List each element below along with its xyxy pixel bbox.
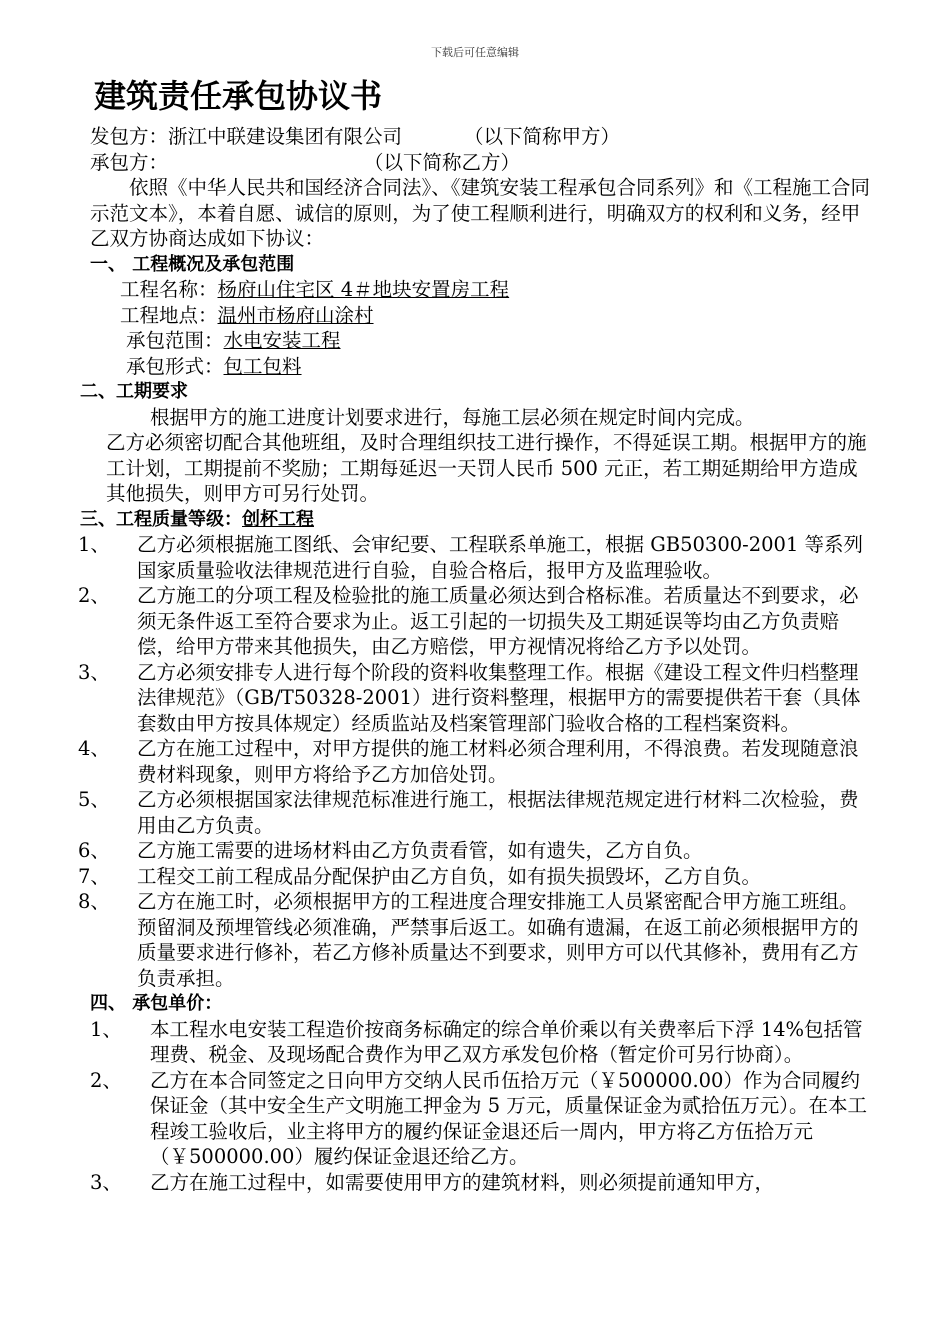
list-item [78, 838, 870, 864]
list-item [90, 1068, 870, 1170]
item-text: 乙方在施工过程中，如需要使用甲方的建筑材料，则必须提前通知甲方， [150, 1170, 775, 1194]
section-3-heading-label: 三、工程质量等级： [80, 508, 242, 530]
item-number: 3、 [90, 1170, 122, 1194]
section-2-heading: 二、工期要求 [80, 381, 188, 402]
party-b-line [90, 150, 870, 176]
intro-paragraph: 依照《中华人民共和国经济合同法》、《建筑安装工程承包合同系列》和《工程施工合同示范文本》，本着自愿、诚信的原则，为了使工程顺利进行，明确双方的权利和义务，经甲乙双方协商达成如下协议： [90, 176, 871, 250]
page-header-note: 下载后可任意编辑 [431, 46, 519, 59]
section-1-heading: 一、 工程概况及承包范围 [90, 253, 295, 275]
item-text: 乙方在施工时，必须根据甲方的工程进度合理安排施工人员紧密配合甲方施工班组。预留洞及预埋管线必须准确，严禁事后返工。如确有遗漏，在返工前必须根据甲方的质量要求进行修补，若乙方修补质量达不到要求，则甲方可以代其修补，费用有乙方负责承担。 [137, 890, 859, 990]
list-item [78, 583, 870, 660]
list-item [78, 864, 870, 890]
party-a-name: 浙江中联建设集团有限公司 [168, 125, 403, 148]
list-item [90, 1017, 870, 1068]
field-contract-form [126, 354, 870, 380]
list-item [78, 787, 870, 838]
item-text: 乙方施工的分项工程及检验批的施工质量必须达到合格标准。若质量达不到要求，必须无条件返工至符合要求为止。返工引起的一切损失及工期延误等均由乙方负责赔偿，给甲方带来其他损失，由乙方赔偿，甲方视情况将给乙方予以处罚。 [137, 584, 859, 658]
item-text: 乙方必须根据施工图纸、会审纪要、工程联系单施工，根据 GB50300-2001 等系列国家质量验收法律规范进行自验，自验合格后，报甲方及监理验收。 [137, 533, 864, 582]
document-page [78, 72, 871, 1195]
item-number: 1、 [90, 1017, 122, 1041]
party-b-label: 承包方： [90, 150, 169, 174]
item-text: 乙方必须根据国家法律规范标准进行施工，根据法律规范规定进行材料二次检验，费用由乙方负责。 [137, 788, 859, 837]
item-number: 2、 [90, 1068, 122, 1092]
item-text: 工程交工前工程成品分配保护由乙方自负，如有损失损毁坏，乙方自负。 [137, 864, 762, 888]
item-text: 乙方必须安排专人进行每个阶段的资料收集整理工作。根据《建设工程文件归档整理法律规范》（GB/T50328-2001）进行资料整理，根据甲方的需要提供若干套（具体套数由甲方按具体规定）经质监站及档案管理部门验收合格的工程档案资料。 [137, 660, 861, 735]
item-number: 7、 [78, 864, 110, 888]
field-label: 承包形式： [126, 354, 224, 378]
document-title: 建筑责任承包协议书 [94, 77, 383, 115]
field-contract-scope [126, 328, 870, 354]
item-number: 1、 [78, 533, 110, 556]
section-2-text-first: 根据甲方的施工进度计划要求进行，每施工层必须在规定时间内完成。 [150, 405, 755, 429]
item-number: 2、 [78, 584, 110, 607]
list-item [78, 736, 870, 787]
party-a-line [90, 124, 870, 150]
item-number: 8、 [78, 890, 110, 913]
party-b-note: （以下简称乙方） [364, 150, 521, 174]
list-item [78, 889, 870, 991]
quality-grade: 创杯工程 [242, 508, 314, 530]
party-a-note: （以下简称甲方） [464, 125, 621, 148]
list-item [78, 660, 870, 737]
item-number: 6、 [78, 839, 110, 862]
item-number: 5、 [78, 788, 110, 811]
item-number: 4、 [78, 737, 110, 760]
list-item [90, 1170, 870, 1196]
field-label: 工程名称： [120, 278, 218, 301]
item-text: 本工程水电安装工程造价按商务标确定的综合单价乘以有关费率后下浮 14%包括管理费、税金、及现场配合费作为甲乙双方承发包价格（暂定价可另行协商）。 [150, 1017, 863, 1066]
section-3-heading [80, 507, 870, 533]
section-2-text-rest: 乙方必须密切配合其他班组，及时合理组织技工进行操作，不得延误工期。根据甲方的施工计划，工期提前不奖励；工期每延迟一天罚人民币 500 元正，若工期延期给甲方造成其他损失，则甲方可另行处罚。 [106, 431, 867, 505]
section-3-list [78, 532, 870, 991]
list-item [78, 532, 870, 583]
item-number: 3、 [78, 660, 110, 684]
field-value: 杨府山住宅区 4＃地块安置房工程 [217, 278, 510, 301]
field-value: 水电安装工程 [223, 329, 341, 352]
item-text: 乙方施工需要的进场材料由乙方负责看管，如有遗失，乙方自负。 [137, 839, 703, 862]
item-text: 乙方在施工过程中，对甲方提供的施工材料必须合理利用，不得浪费。若发现随意浪费材料现象，则甲方将给予乙方加倍处罚。 [137, 737, 859, 786]
field-label: 承包范围： [126, 329, 224, 352]
party-a-label: 发包方： [90, 125, 169, 148]
field-label: 工程地点： [120, 303, 218, 327]
field-project-location [120, 303, 870, 329]
section-4-list [90, 1017, 870, 1196]
field-value: 包工包料 [223, 354, 302, 378]
field-value: 温州市杨府山涂村 [217, 303, 374, 327]
section-4-heading: 四、 承包单价： [90, 993, 223, 1014]
field-project-name [120, 277, 870, 303]
item-text: 乙方在本合同签定之日向甲方交纳人民币伍拾万元（￥500000.00）作为合同履约保证金（其中安全生产文明施工押金为 5 万元，质量保证金为贰拾伍万元）。在本工程竣工验收后，业主将甲方的履约保证金退还后一周内，甲方将乙方伍拾万元（￥500000.00）履约保证金退还给乙方。 [150, 1068, 868, 1168]
